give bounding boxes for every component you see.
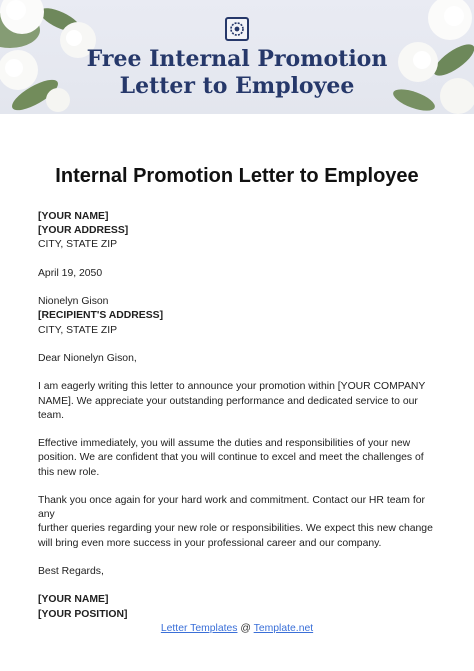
paragraph-line: NAME]. We appreciate your outstanding performance and dedicated service to our [38, 395, 418, 407]
paragraph-thanks [38, 494, 438, 551]
banner-title-line2: Letter to Employee [119, 73, 355, 99]
footer [0, 623, 474, 634]
banner-title-line1: Free Internal Promotion [86, 46, 388, 72]
paragraph-duties [38, 437, 438, 480]
closing: Best Regards, [38, 565, 104, 577]
paragraph-line: will bring even more success in your professional career and our company. [38, 537, 382, 549]
letter-body [38, 210, 438, 622]
template-net-link[interactable]: Template.net [253, 623, 314, 634]
sender-city: CITY, STATE ZIP [38, 239, 118, 251]
recipient-address: [RECIPIENT'S ADDRESS] [38, 310, 164, 322]
signature-position: [YOUR POSITION] [38, 608, 128, 620]
letter-templates-link[interactable]: Letter Templates [160, 623, 238, 634]
salutation: Dear Nionelyn Gison, [38, 352, 137, 364]
footer-separator: @ [240, 623, 251, 634]
gear-flower-logo-icon [225, 17, 249, 41]
paragraph-line: team. [38, 409, 64, 421]
document-title: Internal Promotion Letter to Employee [55, 165, 419, 187]
paragraph-line: Effective immediately, you will assume the duties and responsibilities of your new [38, 438, 411, 450]
paragraph-line: Thank you once again for your hard work and commitment. Contact our HR team for any [38, 494, 425, 521]
header-banner [0, 0, 474, 114]
letter-date: April 19, 2050 [38, 267, 103, 279]
recipient-name: Nionelyn Gison [38, 296, 109, 308]
signature-name: [YOUR NAME] [38, 594, 109, 606]
paragraph-line: I am eagerly writing this letter to announce your promotion within [YOUR COMPANY [38, 381, 426, 393]
banner-title [0, 46, 474, 100]
sender-address: [YOUR ADDRESS] [38, 225, 129, 237]
paragraph-line: this new role. [38, 466, 100, 478]
paragraph-announcement [38, 380, 438, 423]
sender-name: [YOUR NAME] [38, 211, 109, 222]
paragraph-line: further queries regarding your new role or responsibilities. We expect this new change [38, 523, 433, 535]
paragraph-line: position. We are confident that you will continue to excel and meet the challenges of [38, 452, 424, 464]
recipient-city: CITY, STATE ZIP [38, 324, 118, 336]
